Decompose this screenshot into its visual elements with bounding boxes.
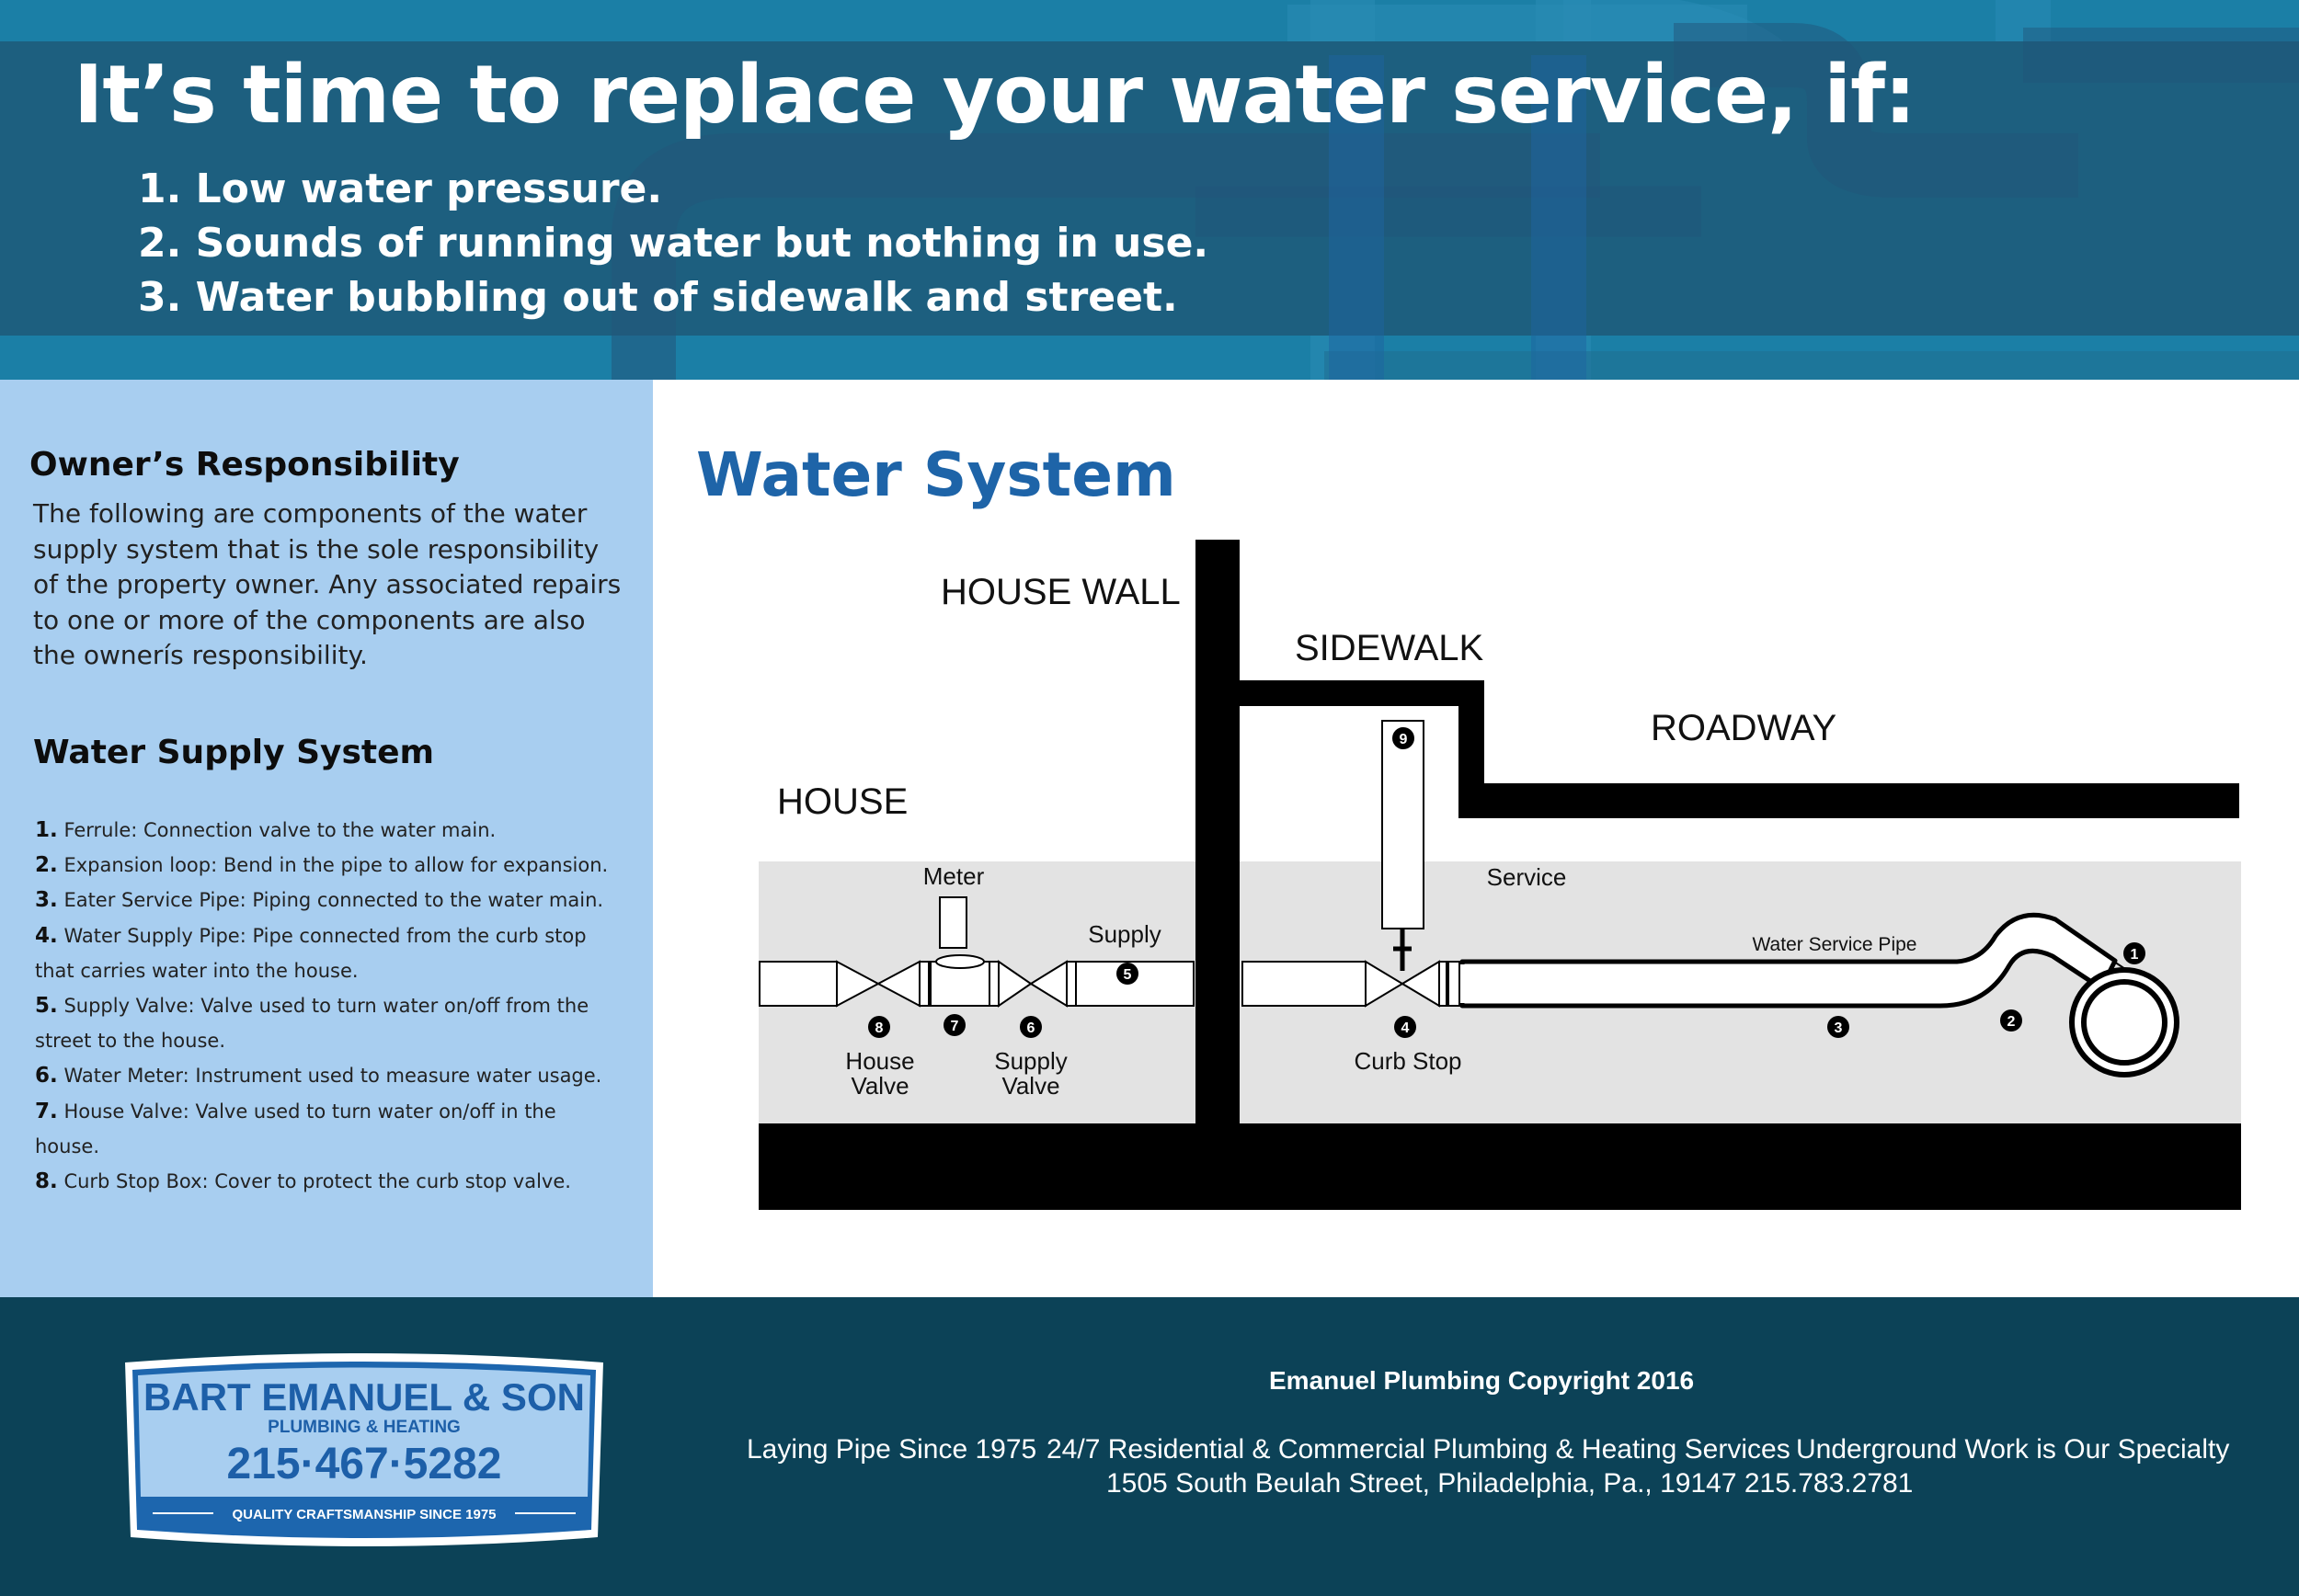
list-item: 5. Supply Valve: Valve used to turn water on/off from the street to the house.: [35, 994, 589, 1053]
owner-heading: Owner’s Responsibility: [29, 446, 460, 484]
svg-text:3: 3: [1834, 1020, 1843, 1036]
badge-1: [2123, 942, 2145, 964]
footer-tagline: Underground Work is Our Specialty: [1796, 1434, 2230, 1465]
headline: It’s time to replace your water service, if:: [74, 48, 1916, 142]
label-sidewalk: SIDEWALK: [1295, 628, 1484, 668]
label-house: HOUSE: [777, 781, 909, 822]
foundation-bar: [759, 1123, 2241, 1210]
supply-heading: Water Supply System: [33, 734, 435, 771]
reason-item: 3. Water bubbling out of sidewalk and street.: [138, 274, 1178, 321]
company-logo: [112, 1350, 616, 1550]
curb-stop-box: [1382, 721, 1424, 929]
badge-6: [1020, 1016, 1042, 1038]
badge-2: [2000, 1009, 2022, 1032]
badge-8: [868, 1016, 890, 1038]
svg-text:5: 5: [1123, 967, 1132, 983]
label-supply-valve-line2: Valve: [1001, 1072, 1060, 1100]
svg-text:9: 9: [1399, 732, 1408, 747]
footer-address: 1505 South Beulah Street, Philadelphia, Pa., 19147 215.783.2781: [1106, 1468, 1914, 1499]
supply-list: [35, 813, 623, 1199]
footer-tagline: Laying Pipe Since 1975: [747, 1434, 1037, 1465]
list-item: 6. Water Meter: Instrument used to measure water usage.: [35, 1064, 602, 1089]
list-item: 7. House Valve: Valve used to turn water on/off in the house.: [35, 1099, 556, 1157]
logo-tagline: QUALITY CRAFTSMANSHIP SINCE 1975: [232, 1507, 497, 1522]
badge-5: [1116, 963, 1138, 985]
list-item: 1. Ferrule: Connection valve to the water main.: [35, 818, 497, 842]
label-service: Service: [1486, 863, 1567, 891]
list-item: 4. Water Supply Pipe: Pipe connected from the curb stop that carries water into the house.: [35, 923, 587, 982]
svg-text:8: 8: [875, 1020, 884, 1036]
label-meter: Meter: [922, 862, 985, 890]
svg-text:2: 2: [2007, 1014, 2016, 1030]
logo-name: BART EMANUEL & SON: [143, 1375, 585, 1419]
logo-phone: 215·467·5282: [226, 1440, 502, 1488]
badge-9: [1392, 727, 1414, 749]
badge-7: [944, 1014, 966, 1036]
reason-item: 2. Sounds of running water but nothing in use.: [138, 220, 1209, 267]
badge-4: [1394, 1016, 1416, 1038]
header-banner: [0, 0, 2299, 380]
list-item: 2. Expansion loop: Bend in the pipe to allow for expansion.: [35, 853, 609, 878]
list-item: 3. Eater Service Pipe: Piping connected to the water main.: [35, 888, 604, 913]
diagram-title: Water System: [696, 439, 1176, 510]
owner-text: The following are components of the water supply system that is the sole responsibility of the property owner. Any associated repairs to one or more of the components are also the ownerís responsibility.: [33, 498, 622, 670]
label-supply-valve-line1: Supply: [994, 1047, 1068, 1075]
label-roadway: ROADWAY: [1651, 708, 1837, 748]
copyright: Emanuel Plumbing Copyright 2016: [1269, 1366, 1695, 1395]
water-system-diagram: [653, 380, 2299, 1297]
svg-text:7: 7: [950, 1019, 959, 1034]
label-house-wall: HOUSE WALL: [941, 572, 1181, 612]
label-water-service-pipe: Water Service Pipe: [1752, 934, 1917, 955]
list-item: 8. Curb Stop Box: Cover to protect the curb stop valve.: [35, 1169, 571, 1194]
reason-item: 1. Low water pressure.: [138, 165, 663, 212]
footer-tagline: 24/7 Residential & Commercial Plumbing & Heating Services: [1047, 1434, 1790, 1465]
svg-text:4: 4: [1401, 1020, 1410, 1036]
house-wall: [1195, 540, 1240, 1128]
svg-text:6: 6: [1026, 1020, 1035, 1036]
pipe-joint-cover: [1460, 964, 1471, 1003]
meter-box: [940, 897, 966, 948]
label-house-valve-line2: Valve: [851, 1072, 909, 1100]
svg-text:1: 1: [2130, 947, 2139, 963]
label-house-valve-line1: House: [845, 1047, 915, 1075]
water-main-inner: [2084, 982, 2165, 1063]
label-supply: Supply: [1088, 920, 1161, 948]
logo-subtitle: PLUMBING & HEATING: [268, 1418, 461, 1437]
label-curb-stop: Curb Stop: [1354, 1047, 1462, 1075]
badge-3: [1827, 1016, 1849, 1038]
reasons-list: [138, 162, 1208, 325]
